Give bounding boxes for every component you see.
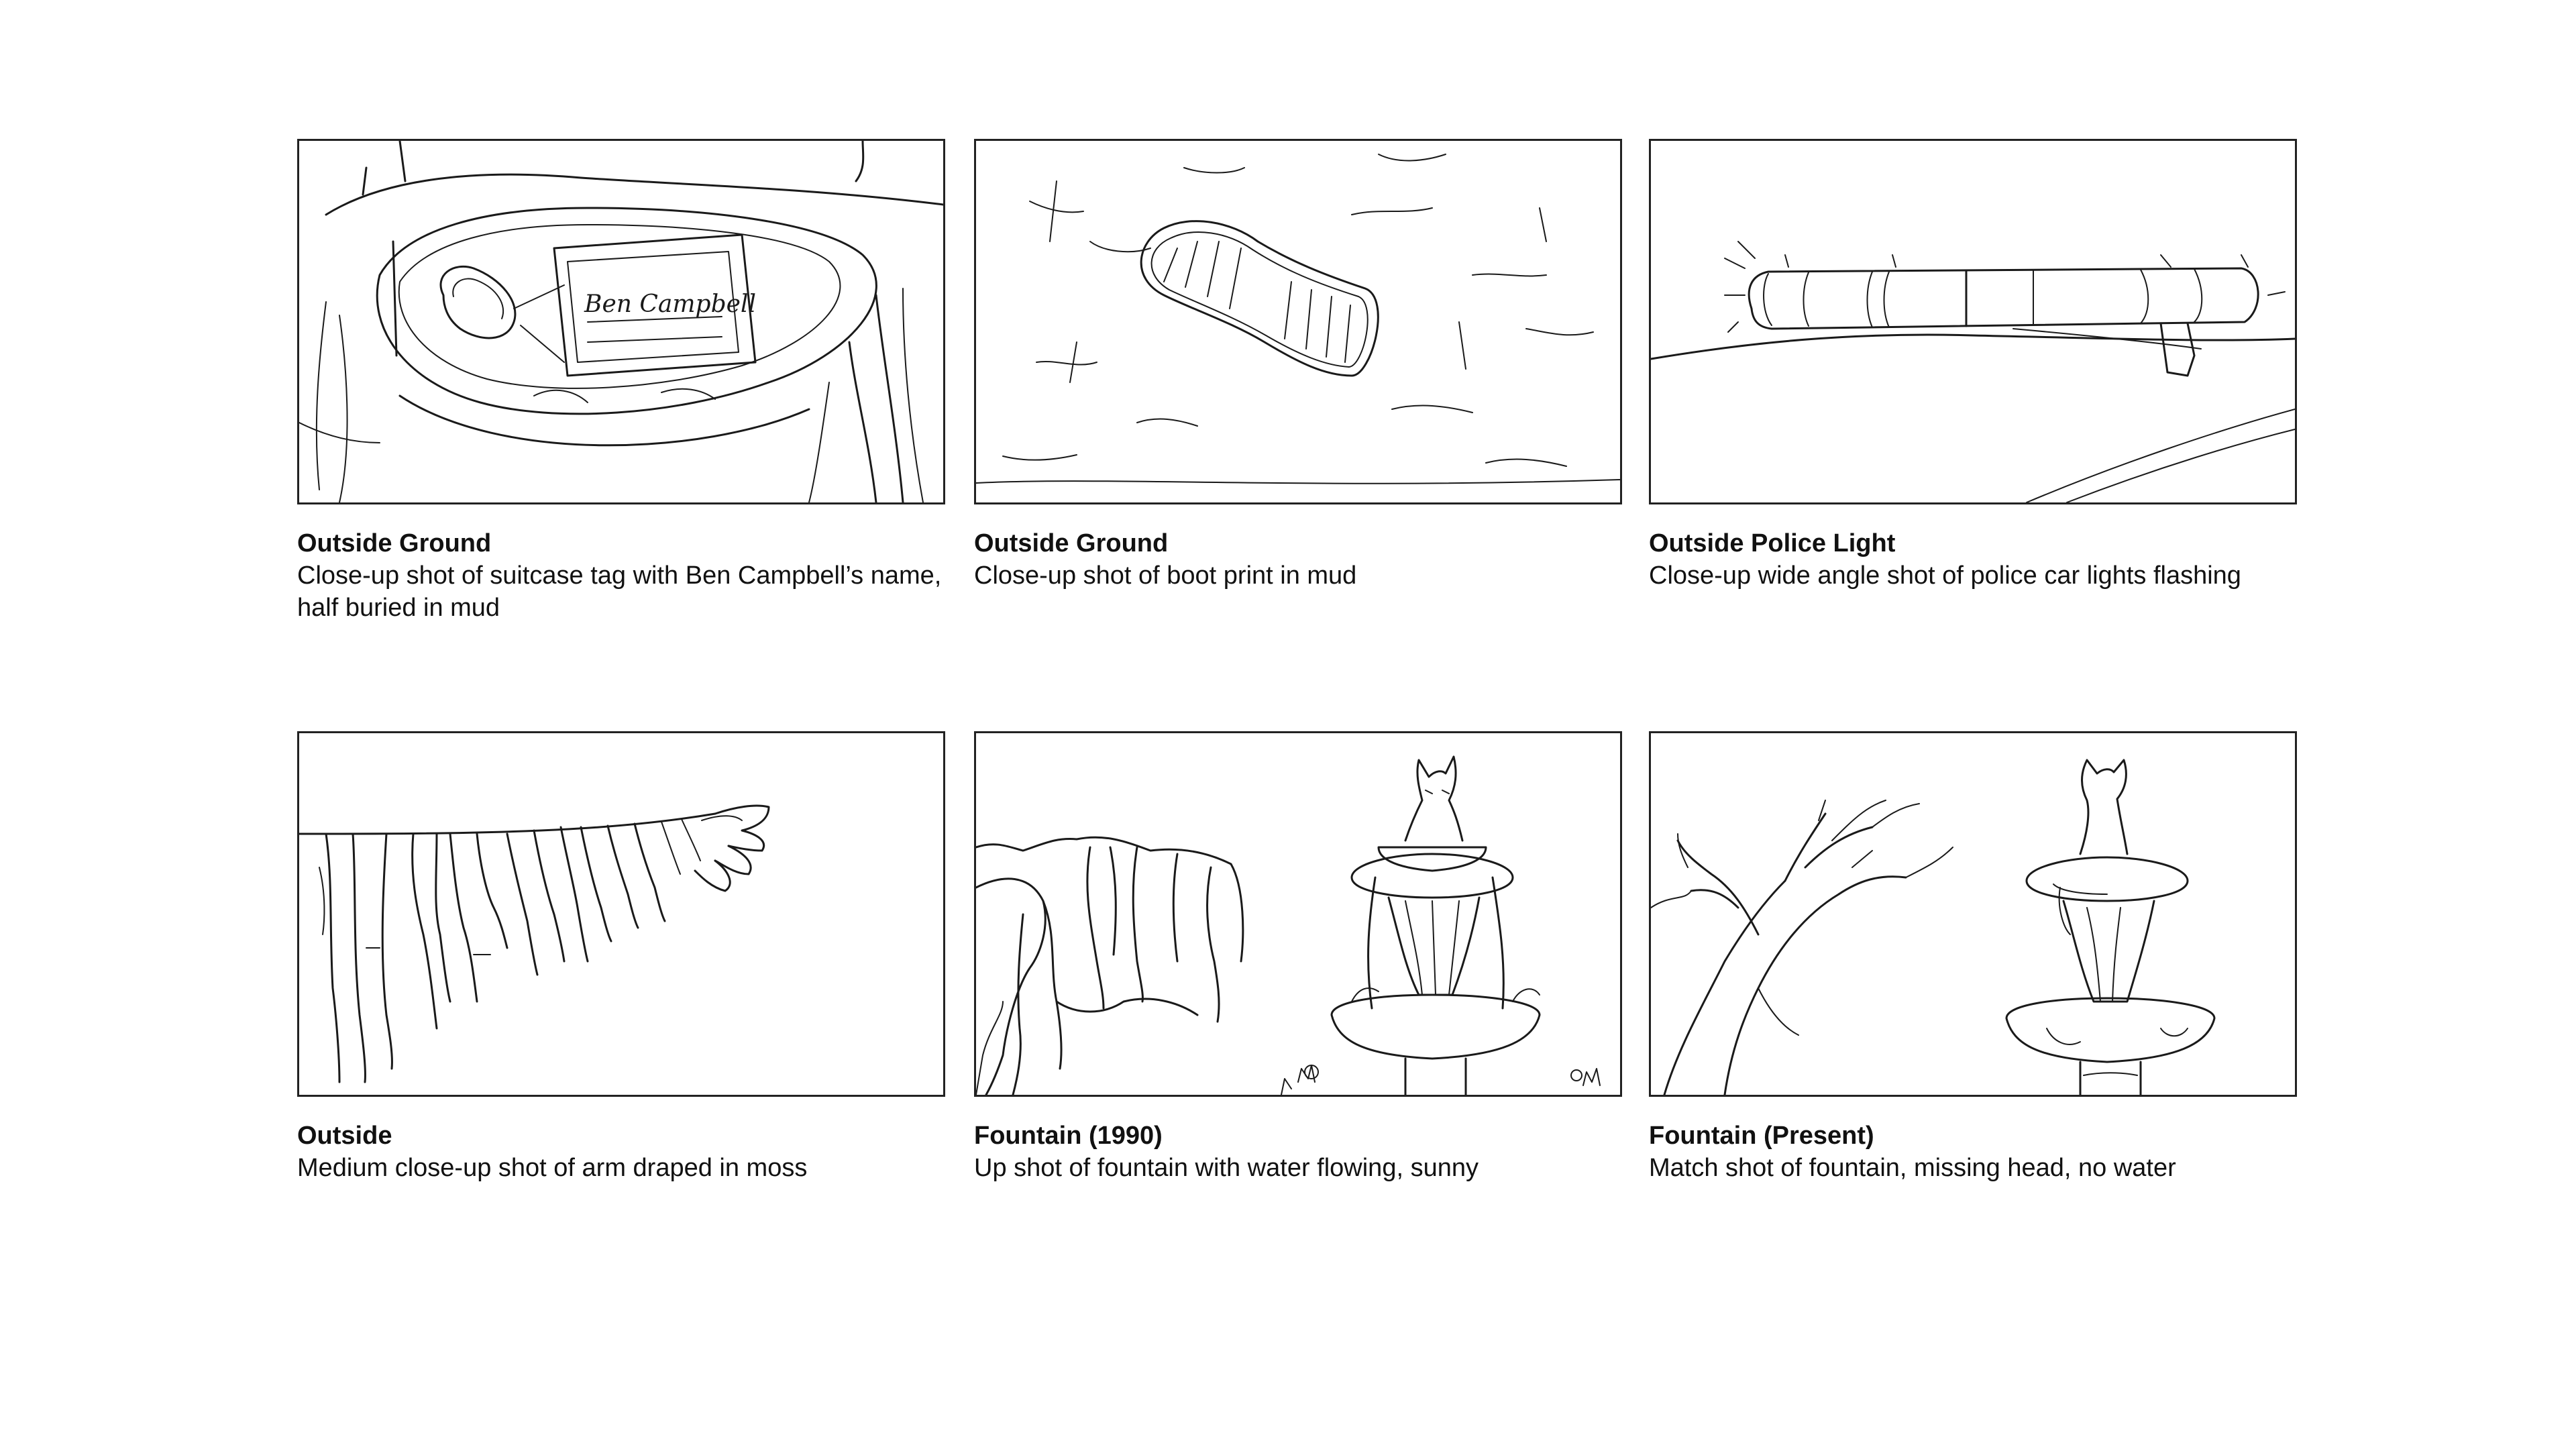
storyboard-panel-1 xyxy=(297,139,945,624)
panel-2-sketch xyxy=(974,139,1622,504)
storyboard-panel-5 xyxy=(974,731,1622,1184)
fountain-dry-sketch xyxy=(1651,733,2295,1095)
fountain-flowing-sketch xyxy=(976,733,1620,1095)
panel-3-sketch xyxy=(1649,139,2297,504)
panel-1-sketch xyxy=(297,139,945,504)
panel-3-description: Close-up wide angle shot of police car lights flashing xyxy=(1649,561,2241,590)
boot-print-sketch xyxy=(976,141,1620,502)
panel-5-sketch xyxy=(974,731,1622,1097)
storyboard-panel-4 xyxy=(297,731,945,1184)
panel-6-sketch xyxy=(1649,731,2297,1097)
panel-1-title: Outside Ground xyxy=(297,529,492,557)
panel-2-description: Close-up shot of boot print in mud xyxy=(974,561,1357,590)
panel-4-description: Medium close-up shot of arm draped in moss xyxy=(297,1154,808,1182)
panel-4-sketch xyxy=(297,731,945,1097)
police-light-sketch xyxy=(1651,141,2295,502)
suitcase-tag-sketch xyxy=(299,141,943,502)
panel-6-description: Match shot of fountain, missing head, no water xyxy=(1649,1154,2176,1182)
panel-5-description: Up shot of fountain with water flowing, sunny xyxy=(974,1154,1479,1182)
storyboard-panel-6 xyxy=(1649,731,2297,1184)
storyboard-panel-3 xyxy=(1649,139,2297,592)
arm-in-moss-sketch xyxy=(299,733,943,1095)
panel-3-title: Outside Police Light xyxy=(1649,529,1896,557)
panel-2-title: Outside Ground xyxy=(974,529,1169,557)
storyboard-panel-2 xyxy=(974,139,1622,592)
panel-4-title: Outside xyxy=(297,1122,392,1150)
panel-6-title: Fountain (Present) xyxy=(1649,1122,1874,1150)
panel-5-title: Fountain (1990) xyxy=(974,1122,1163,1150)
panel-1-description: Close-up shot of suitcase tag with Ben Campbell’s name, half buried in mud xyxy=(297,561,942,622)
tag-name-text: Ben Campbell xyxy=(584,290,756,318)
